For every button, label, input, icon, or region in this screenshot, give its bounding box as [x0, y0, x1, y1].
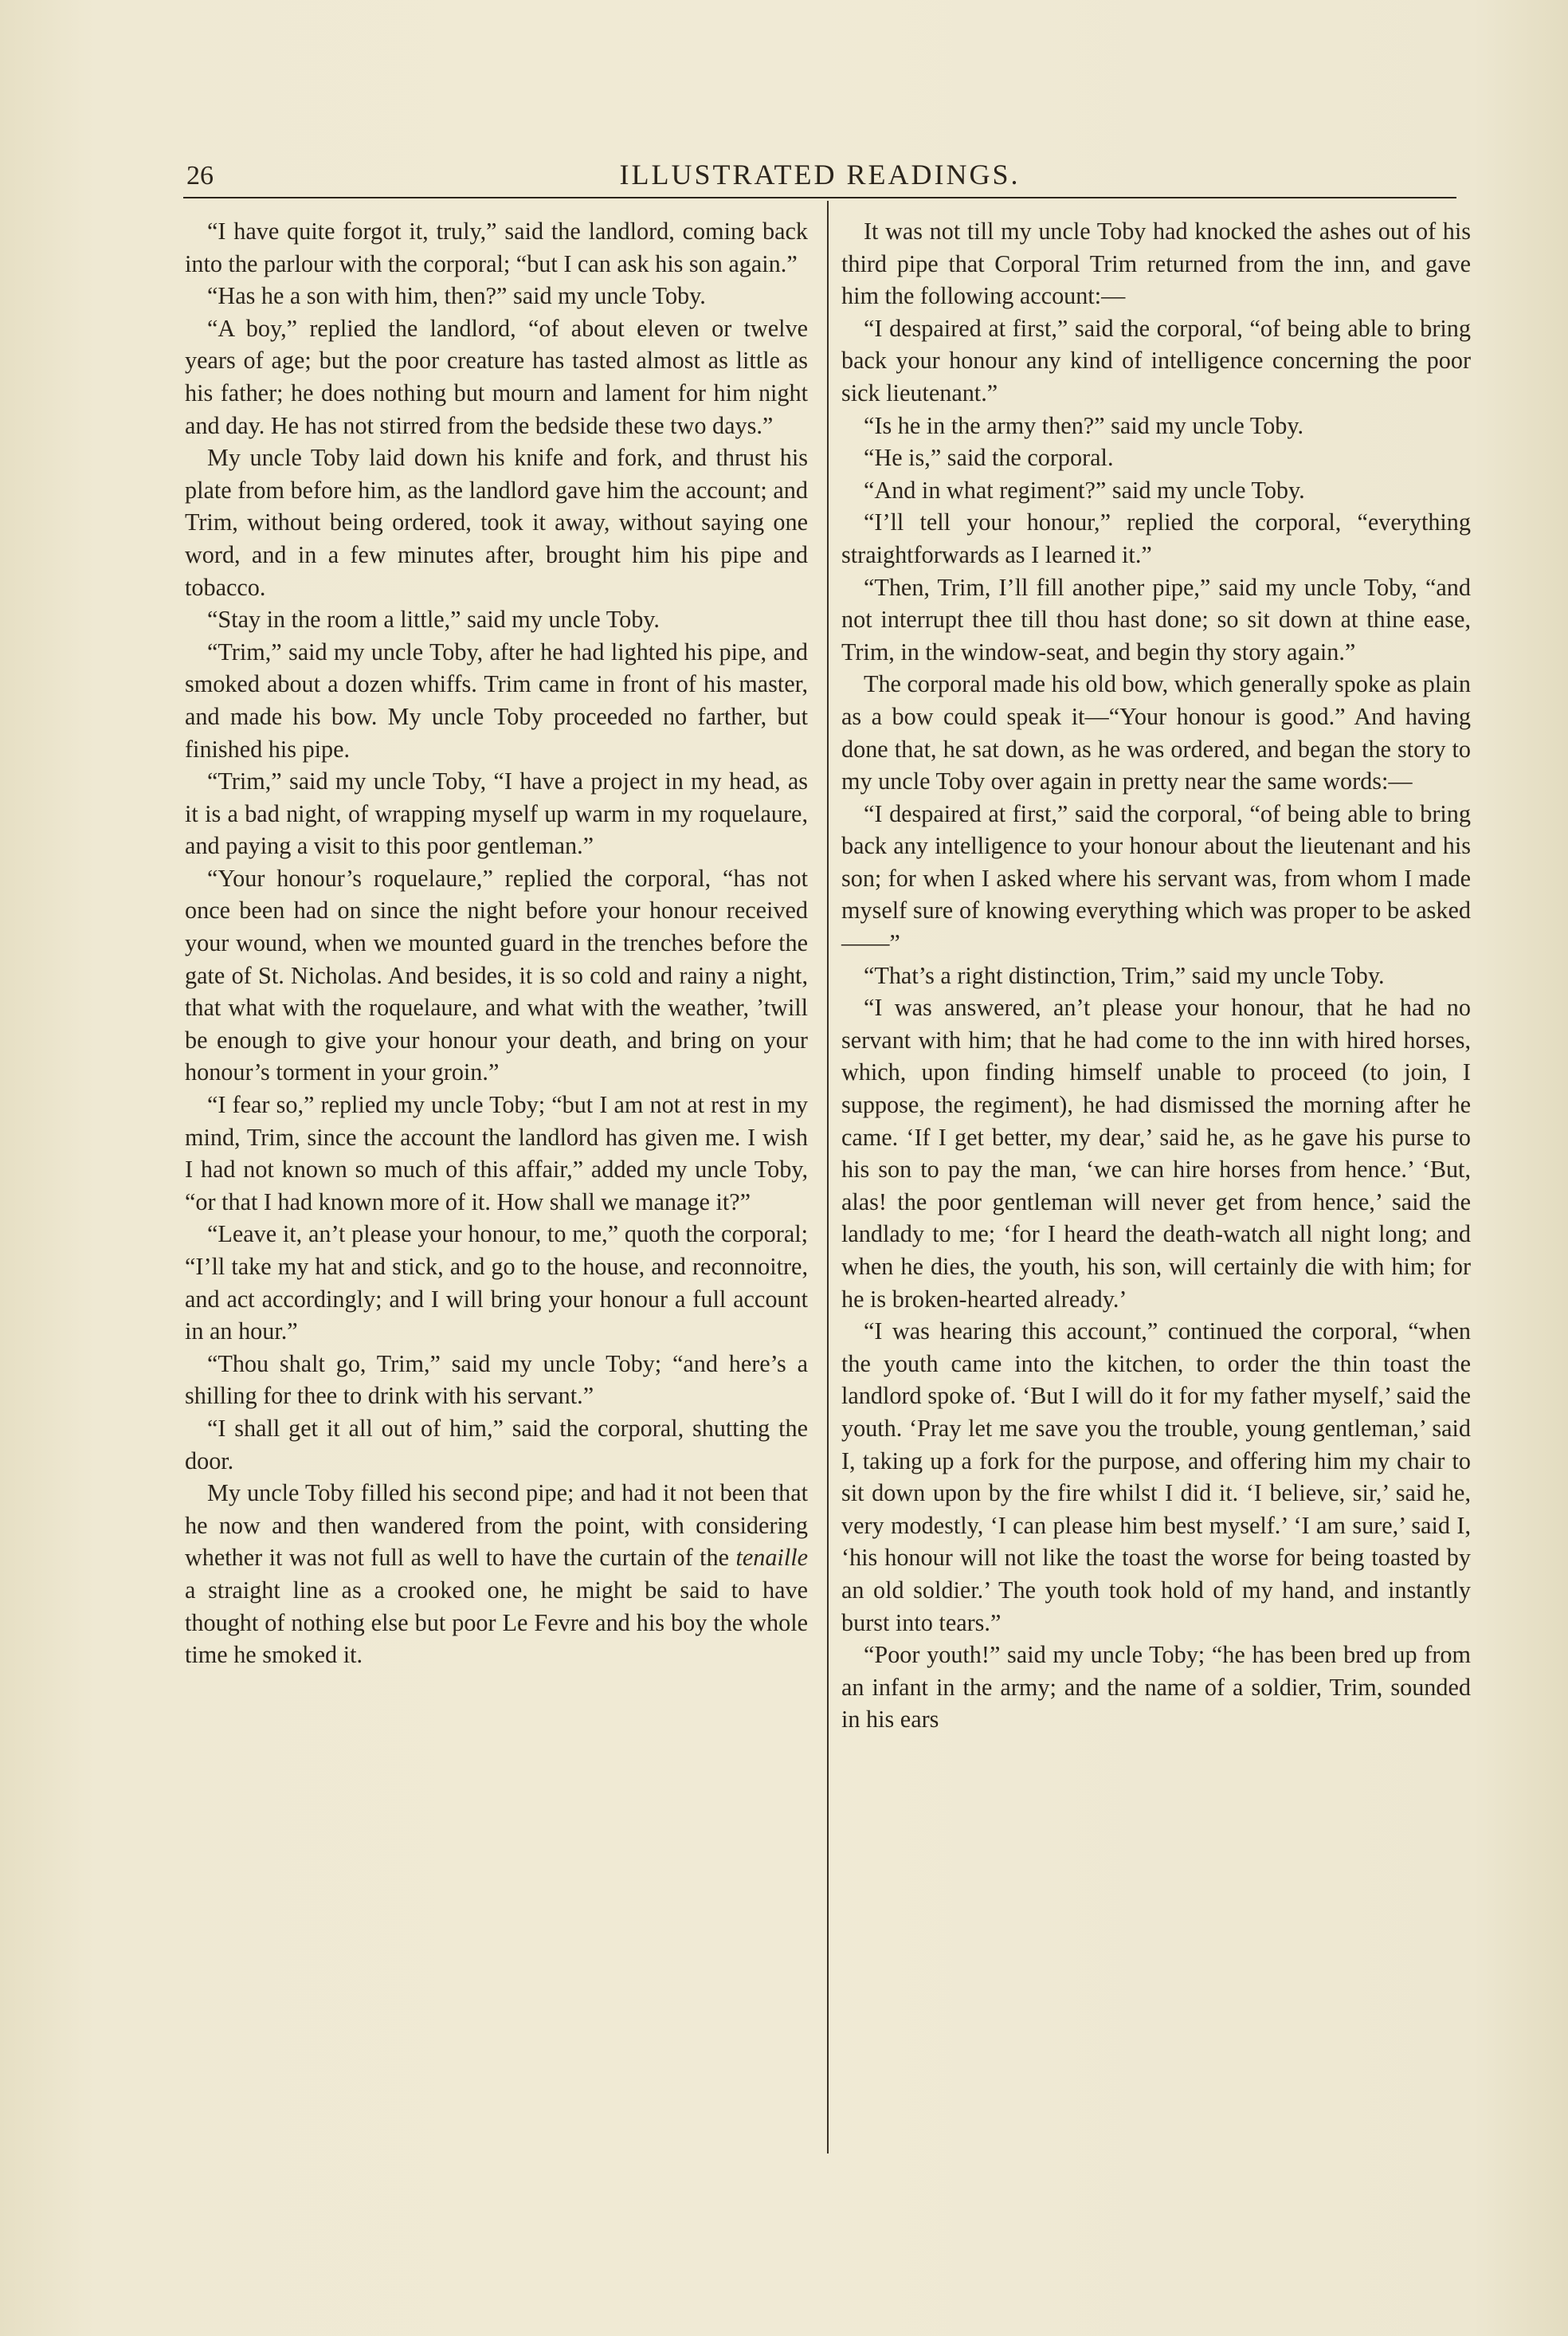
- paragraph: “That’s a right distinction, Trim,” said my uncle Toby.: [864, 961, 1385, 989]
- paragraph: It was not till my uncle Toby had knocked the ashes out of his third pipe that Corporal Trim returned from the inn, and gave him the following account:—: [841, 218, 1471, 310]
- paragraph: “Has he a son with him, then?” said my uncle Toby.: [207, 282, 706, 310]
- paragraph: “I have quite forgot it, truly,” said the landlord, coming back into the parlour with the corporal; “but I can ask his son again.”: [185, 218, 808, 277]
- text-run: a straight line as a crooked one, he might be said to have thought of nothing else but poor Le Fevre and his boy the whole time he smoked it.: [185, 1576, 808, 1669]
- paragraph: “I was hearing this account,” continued the corporal, “when the youth came into the kitchen, to order the thin toast the landlord spoke of. ‘But I will do it for my father myself,’ said the youth. ‘Pray let me save you the trouble, young gentleman,’ said I, taking up a fork for the purpose, and offering him my chair to sit down upon by the fire whilst I did it. ‘I believe, sir,’ said he, very modestly, ‘I can please him best myself.’ ‘I am sure,’ said I, ‘his honour will not like the toast the worse for being toasted by an old soldier.’ The youth took hold of my hand, and instantly burst into tears.”: [841, 1317, 1471, 1636]
- paragraph: “I was answered, an’t please your honour, that he had no servant with him; that he had come to the inn with hired horses, which, upon finding himself unable to proceed (to join, I suppose, the regiment), he had dismissed the morning after he came. ‘If I get better, my dear,’ said he, as he gave his purse to his son to pay the man, ‘we can hire horses from hence.’ ‘But, alas! the poor gentleman will never get from hence,’ said the landlady to me; ‘for I heard the death-watch all night long; and when he dies, the youth, his son, will certainly die with him; for he is broken-hearted already.’: [841, 994, 1471, 1313]
- paragraph: “I fear so,” replied my uncle Toby; “but I am not at rest in my mind, Trim, since the account the landlord has given me. I wish I had not known so much of this affair,” added my uncle Toby, “or that I had known more of it. How shall we manage it?”: [185, 1091, 808, 1215]
- paragraph: “And in what regiment?” said my uncle Toby.: [864, 476, 1305, 504]
- paragraph: “Your honour’s roquelaure,” replied the corporal, “has not once been had on since the night before your honour received your wound, when we mounted guard in the trenches before the gate of St. Nicholas. And besides, it is so cold and rainy a night, that what with the roquelaure, and what with the weather, ’twill be enough to give your honour your death, and bring on your honour’s torment in your groin.”: [185, 864, 808, 1086]
- paragraph: “Thou shalt go, Trim,” said my uncle Toby; “and here’s a shilling for thee to drink with his servant.”: [185, 1349, 808, 1410]
- running-title: ILLUSTRATED READINGS.: [619, 159, 1021, 190]
- text-run: My uncle Toby filled his second pipe; and had it not been that he now and then wandered from the point, with considering whether it was not full as well to have the curtain of the: [185, 1479, 808, 1572]
- paragraph: My uncle Toby laid down his knife and fork, and thrust his plate from before him, as the landlord gave him the account; and Trim, without being ordered, took it away, without saying one word, and in a few minutes after, brought him his pipe and tobacco.: [185, 444, 808, 601]
- paragraph: “Poor youth!” said my uncle Toby; “he has been bred up from an infant in the army; and the name of a soldier, Trim, sounded in his ears: [841, 1641, 1471, 1733]
- paragraph: “Stay in the room a little,” said my uncle Toby.: [207, 606, 660, 634]
- paragraph: “Trim,” said my uncle Toby, “I have a project in my head, as it is a bad night, of wrapping myself up warm in my roquelaure, and paying a visit to this poor gentleman.”: [185, 768, 808, 860]
- paragraph: “I shall get it all out of him,” said the corporal, shutting the door.: [185, 1414, 808, 1474]
- paragraph: “He is,” said the corporal.: [864, 444, 1114, 472]
- header-rule: [183, 197, 1456, 198]
- paragraph: “Is he in the army then?” said my uncle Toby.: [864, 411, 1303, 439]
- paragraph-last: [185, 1477, 808, 1671]
- paragraph: “I’ll tell your honour,” replied the corporal, “everything straightforwards as I learned it.”: [841, 508, 1471, 568]
- right-column: [841, 215, 1471, 1736]
- column-divider: [827, 201, 829, 2153]
- paragraph: “I despaired at first,” said the corporal, “of being able to bring back any intelligence to your honour about the lieutenant and his son; for when I asked where his servant was, from whom I made myself sure of knowing everything which was proper to be asked——”: [841, 799, 1471, 957]
- page-number: 26: [186, 161, 214, 190]
- italic-term: tenaille: [735, 1544, 808, 1572]
- page-header: [183, 158, 1456, 193]
- left-column: [185, 215, 808, 1671]
- paragraph: “I despaired at first,” said the corporal, “of being able to bring back your honour any kind of intelligence concerning the poor sick lieutenant.”: [841, 314, 1471, 406]
- paragraph: “Trim,” said my uncle Toby, after he had lighted his pipe, and smoked about a dozen whiffs. Trim came in front of his master, and made his bow. My uncle Toby proceeded no farther, but finished his pipe.: [185, 638, 808, 763]
- paragraph: “Leave it, an’t please your honour, to me,” quoth the corporal; “I’ll take my hat and stick, and go to the house, and reconnoitre, and act accordingly; and I will bring your honour a full account in an hour.”: [185, 1220, 808, 1345]
- paragraph: The corporal made his old bow, which generally spoke as plain as a bow could speak it—“Your honour is good.” And having done that, he sat down, as he was ordered, and began the story to my uncle Toby over again in pretty near the same words:—: [841, 670, 1471, 795]
- paragraph: “Then, Trim, I’ll fill another pipe,” said my uncle Toby, “and not interrupt thee till thou hast done; so sit down at thine ease, Trim, in the window-seat, and begin thy story again.”: [841, 573, 1471, 665]
- paragraph: “A boy,” replied the landlord, “of about eleven or twelve years of age; but the poor creature has tasted almost as little as his father; he does nothing but mourn and lament for him night and day. He has not stirred from the bedside these two days.”: [185, 314, 808, 439]
